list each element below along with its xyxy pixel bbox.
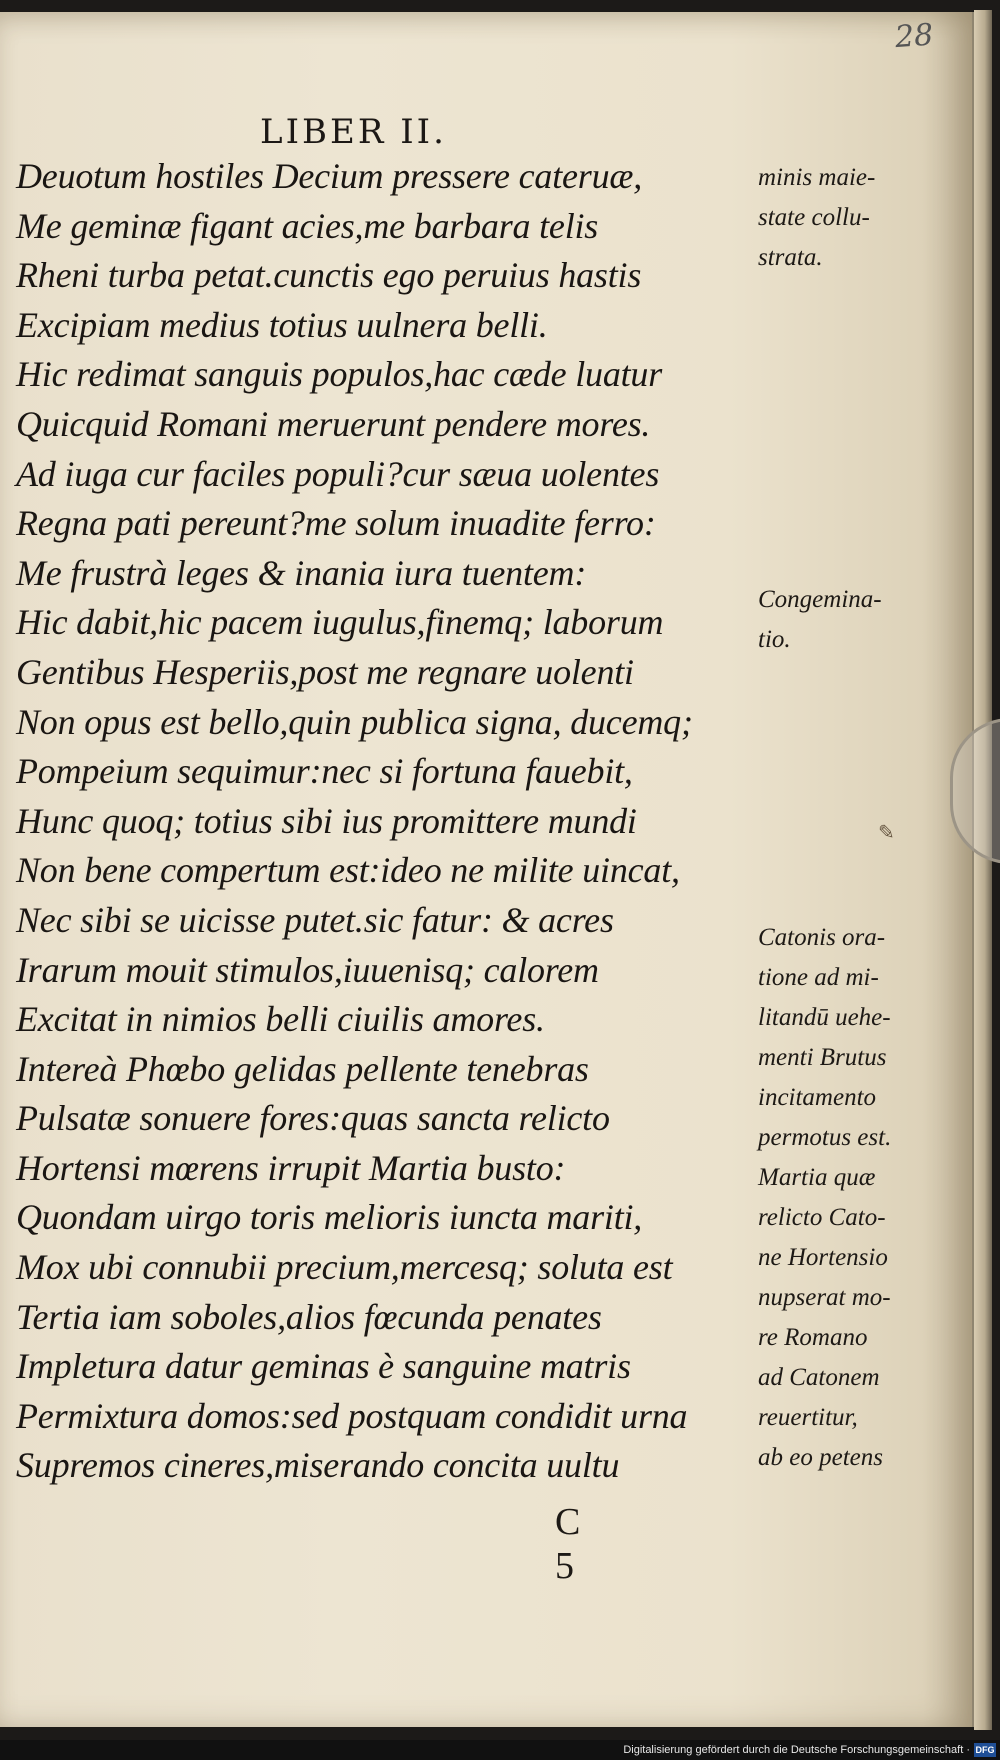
marginal-note-line: tione ad mi- [758,964,879,991]
marginal-note-line: tio. [758,626,791,653]
verse-line: Quondam uirgo toris melioris iuncta mariti, [16,1197,643,1238]
verse-line: Mox ubi connubii precium,mercesq; soluta est [16,1247,673,1288]
marginal-note-line: nupserat mo- [758,1284,891,1311]
verse-line: Hic redimat sanguis populos,hac cæde luatur [16,354,663,395]
verse-line: Deuotum hostiles Decium pressere cateruæ, [16,156,643,196]
marginal-note-1 [758,158,933,278]
ink-mark-icon: ✎ [878,820,895,844]
verse-line: Irarum mouit stimulos,iuuenisq; calorem [16,949,599,990]
marginal-note-line: menti Brutus [758,1044,887,1071]
marginal-note-line: ne Hortensio [758,1244,888,1271]
verse-line: Pompeium sequimur:nec si fortuna fauebit, [16,751,633,792]
marginal-note-line: strata. [758,244,823,271]
verse-line: Quicquid Romani meruerunt pendere mores. [16,403,651,444]
marginal-note-line: litandū uehe- [758,1004,891,1031]
marginal-note-line: re Romano [758,1324,868,1351]
marginal-note-line: Martia quæ [758,1164,876,1191]
marginal-note-line: ad Catonem [758,1364,880,1391]
verse-line: Hortensi mœrens irrupit Martia busto: [16,1147,566,1188]
verse-text [16,152,736,1491]
marginal-note-line: permotus est. [758,1124,892,1151]
verse-line: Supremos cineres,miserando concita uultu [16,1445,620,1486]
marginal-note-line: incitamento [758,1084,877,1111]
folio-number: 28 [893,17,935,56]
verse-line: Tertia iam soboles,alios fœcunda penates [16,1296,602,1337]
verse-line: Rheni turba petat.cunctis ego peruius hastis [16,255,642,296]
marginal-note-line: minis maie- [758,164,876,191]
verse-line: Nec sibi se uicisse putet.sic fatur: & acres [16,899,614,940]
verse-line: Me geminæ figant acies,me barbara telis [16,205,599,246]
verse-line: Hic dabit,hic pacem iugulus,finemq; laborum [16,602,664,643]
verse-line: Ad iuga cur faciles populi?cur sæua uolentes [16,453,660,494]
verse-line: Gentibus Hesperiis,post me regnare uolenti [16,651,634,692]
verse-line: Excipiam medius totius uulnera belli. [16,304,548,345]
marginal-note-line: Congemina- [758,586,882,613]
marginal-note-line: Catonis ora- [758,924,886,951]
verse-line: Impletura datur geminas è sanguine matris [16,1346,631,1387]
verse-line: Excitat in nimios belli ciuilis amores. [16,999,545,1040]
verse-line: Non opus est bello,quin publica signa, ducemq; [16,701,693,742]
verse-line: Hunc quoq; totius sibi ius promittere mundi [16,800,637,841]
verse-line: Regna pati pereunt?me solum inuadite ferro: [16,503,656,544]
signature-mark: C 5 [555,1501,605,1587]
verse-line: Me frustrà leges & inania iura tuentem: [16,552,587,593]
running-head: LIBER II. [260,112,447,152]
verse-line: Intereà Phœbo gelidas pellente tenebras [16,1048,589,1089]
page-edge [974,10,992,1730]
digitization-credit: Digitalisierung gefördert durch die Deutsche Forschungsgemeinschaft · [623,1744,970,1756]
marginal-note-2 [758,580,933,660]
marginal-note-line: reuertitur, [758,1404,858,1431]
verse-line: Non bene compertum est:ideo ne milite uincat, [16,850,680,891]
digitization-credit-bar [0,1740,1000,1760]
marginal-note-line: ab eo petens [758,1444,883,1471]
marginal-note-3 [758,918,933,1478]
marginal-note-line: relicto Cato- [758,1204,886,1231]
dfg-logo-icon: DFG [975,1745,995,1755]
verse-line: Permixtura domos:sed postquam condidit urna [16,1395,688,1436]
verse-line: Pulsatæ sonuere fores:quas sancta relicto [16,1098,610,1139]
marginal-note-line: state collu- [758,204,870,231]
